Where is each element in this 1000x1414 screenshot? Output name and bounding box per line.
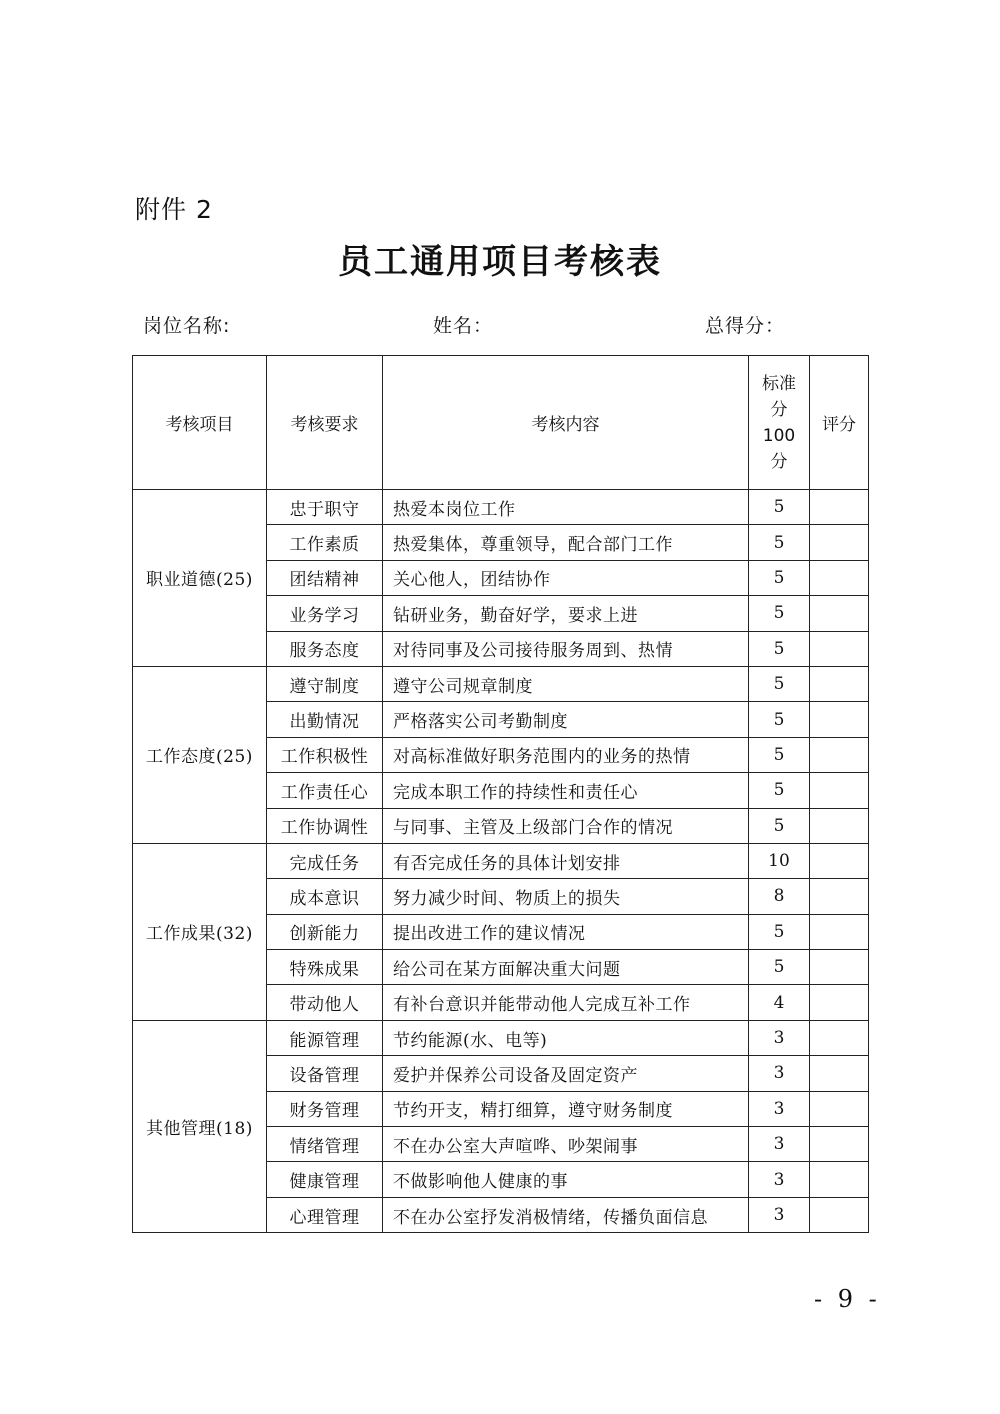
page-title: 员工通用项目考核表 — [338, 242, 662, 282]
score-cell[interactable] — [810, 773, 869, 808]
score-cell[interactable] — [810, 490, 869, 525]
standard-score-cell: 3 — [749, 1091, 810, 1126]
category-cell: 工作态度(25) — [133, 666, 267, 843]
requirement-cell: 设备管理 — [267, 1056, 383, 1091]
header-score: 评分 — [810, 356, 869, 490]
header-requirement: 考核要求 — [267, 356, 383, 490]
assessment-table — [132, 355, 869, 1233]
requirement-cell: 遵守制度 — [267, 666, 383, 701]
content-cell: 热爱本岗位工作 — [383, 490, 749, 525]
table-row — [133, 1020, 869, 1055]
standard-score-cell: 5 — [749, 914, 810, 949]
score-cell[interactable] — [810, 879, 869, 914]
header-standard-line: 分 — [770, 399, 788, 420]
requirement-cell: 工作积极性 — [267, 737, 383, 772]
requirement-cell: 工作协调性 — [267, 808, 383, 843]
content-cell: 完成本职工作的持续性和责任心 — [383, 773, 749, 808]
requirement-cell: 完成任务 — [267, 843, 383, 878]
content-cell: 有否完成任务的具体计划安排 — [383, 843, 749, 878]
requirement-cell: 业务学习 — [267, 596, 383, 631]
standard-score-cell: 5 — [749, 808, 810, 843]
standard-score-cell: 3 — [749, 1197, 810, 1232]
header-standard — [749, 356, 810, 490]
requirement-cell: 成本意识 — [267, 879, 383, 914]
content-cell: 对高标准做好职务范围内的业务的热情 — [383, 737, 749, 772]
score-cell[interactable] — [810, 631, 869, 666]
name-label: 姓名： — [433, 315, 494, 337]
content-cell: 对待同事及公司接待服务周到、热情 — [383, 631, 749, 666]
standard-score-cell: 5 — [749, 666, 810, 701]
header-content: 考核内容 — [383, 356, 749, 490]
table-row — [133, 490, 869, 525]
score-cell[interactable] — [810, 702, 869, 737]
requirement-cell: 特殊成果 — [267, 950, 383, 985]
standard-score-cell: 5 — [749, 773, 810, 808]
standard-score-cell: 5 — [749, 596, 810, 631]
requirement-cell: 带动他人 — [267, 985, 383, 1020]
table-row — [133, 666, 869, 701]
standard-score-cell: 5 — [749, 702, 810, 737]
score-cell[interactable] — [810, 808, 869, 843]
content-cell: 爱护并保养公司设备及固定资产 — [383, 1056, 749, 1091]
standard-score-cell: 4 — [749, 985, 810, 1020]
content-cell: 与同事、主管及上级部门合作的情况 — [383, 808, 749, 843]
content-cell: 热爱集体，尊重领导，配合部门工作 — [383, 525, 749, 560]
requirement-cell: 财务管理 — [267, 1091, 383, 1126]
requirement-cell: 健康管理 — [267, 1162, 383, 1197]
requirement-cell: 团结精神 — [267, 560, 383, 595]
standard-score-cell: 3 — [749, 1020, 810, 1055]
score-cell[interactable] — [810, 985, 869, 1020]
header-standard-line: 100 — [762, 425, 796, 446]
header-standard-line: 分 — [770, 451, 788, 472]
page-number: - 9 - — [814, 1285, 881, 1313]
category-cell: 职业道德(25) — [133, 490, 267, 667]
score-cell[interactable] — [810, 525, 869, 560]
requirement-cell: 忠于职守 — [267, 490, 383, 525]
table-row — [133, 843, 869, 878]
score-cell[interactable] — [810, 596, 869, 631]
standard-score-cell: 5 — [749, 737, 810, 772]
requirement-cell: 能源管理 — [267, 1020, 383, 1055]
content-cell: 遵守公司规章制度 — [383, 666, 749, 701]
content-cell: 给公司在某方面解决重大问题 — [383, 950, 749, 985]
content-cell: 不在办公室大声喧哗、吵架闹事 — [383, 1127, 749, 1162]
table-body — [133, 490, 869, 1233]
requirement-cell: 创新能力 — [267, 914, 383, 949]
standard-score-cell: 5 — [749, 525, 810, 560]
header-standard-line: 标准 — [762, 373, 796, 394]
standard-score-cell: 10 — [749, 843, 810, 878]
score-cell[interactable] — [810, 1127, 869, 1162]
score-cell[interactable] — [810, 1020, 869, 1055]
requirement-cell: 情绪管理 — [267, 1127, 383, 1162]
table-header-row — [133, 356, 869, 490]
total-score-label: 总得分： — [705, 315, 786, 337]
score-cell[interactable] — [810, 914, 869, 949]
content-cell: 有补台意识并能带动他人完成互补工作 — [383, 985, 749, 1020]
category-cell: 工作成果(32) — [133, 843, 267, 1020]
standard-score-cell: 3 — [749, 1127, 810, 1162]
content-cell: 不在办公室抒发消极情绪，传播负面信息 — [383, 1197, 749, 1232]
standard-score-cell: 5 — [749, 490, 810, 525]
content-cell: 不做影响他人健康的事 — [383, 1162, 749, 1197]
score-cell[interactable] — [810, 950, 869, 985]
requirement-cell: 出勤情况 — [267, 702, 383, 737]
content-cell: 严格落实公司考勤制度 — [383, 702, 749, 737]
content-cell: 努力减少时间、物质上的损失 — [383, 879, 749, 914]
score-cell[interactable] — [810, 1056, 869, 1091]
standard-score-cell: 5 — [749, 631, 810, 666]
requirement-cell: 心理管理 — [267, 1197, 383, 1232]
content-cell: 提出改进工作的建议情况 — [383, 914, 749, 949]
header-category: 考核项目 — [133, 356, 267, 490]
content-cell: 钻研业务，勤奋好学，要求上进 — [383, 596, 749, 631]
score-cell[interactable] — [810, 560, 869, 595]
standard-score-cell: 5 — [749, 560, 810, 595]
score-cell[interactable] — [810, 1091, 869, 1126]
standard-score-cell: 5 — [749, 950, 810, 985]
score-cell[interactable] — [810, 1197, 869, 1232]
score-cell[interactable] — [810, 737, 869, 772]
position-label: 岗位名称: — [143, 315, 231, 337]
standard-score-cell: 8 — [749, 879, 810, 914]
standard-score-cell: 3 — [749, 1056, 810, 1091]
requirement-cell: 工作素质 — [267, 525, 383, 560]
standard-score-cell: 3 — [749, 1162, 810, 1197]
content-cell: 关心他人，团结协作 — [383, 560, 749, 595]
requirement-cell: 工作责任心 — [267, 773, 383, 808]
score-cell[interactable] — [810, 666, 869, 701]
attachment-label: 附件 2 — [135, 195, 213, 224]
score-cell[interactable] — [810, 1162, 869, 1197]
content-cell: 节约能源(水、电等) — [383, 1020, 749, 1055]
content-cell: 节约开支，精打细算，遵守财务制度 — [383, 1091, 749, 1126]
requirement-cell: 服务态度 — [267, 631, 383, 666]
score-cell[interactable] — [810, 843, 869, 878]
category-cell: 其他管理(18) — [133, 1020, 267, 1232]
